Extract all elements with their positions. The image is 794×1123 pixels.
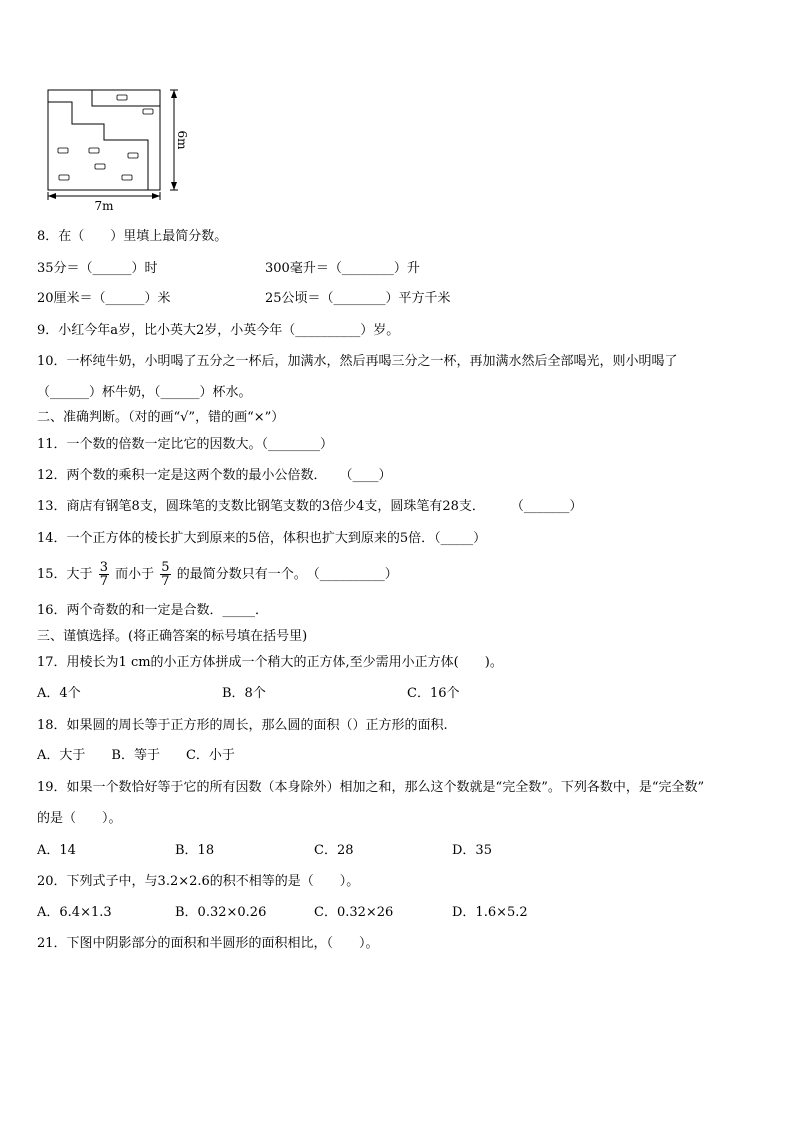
- q15-pre: 15．大于: [37, 567, 93, 582]
- tree-icon: [59, 175, 69, 180]
- q21: 21．下图中阴影部分的面积和半圆形的面积相比，（ ）。: [37, 936, 379, 951]
- width-label: 7m: [94, 199, 114, 213]
- section-2-heading: 二、准确判断。（对的画“√”，错的画“×”）: [37, 410, 285, 425]
- q19-option-a: A．14: [37, 843, 76, 858]
- height-label: 6m: [175, 130, 189, 150]
- q14: 14．一个正方体的棱长扩大到原来的5倍，体积也扩大到原来的5倍．（_____）: [37, 531, 487, 546]
- q12: 12．两个数的乘积一定是这两个数的最小公倍数． （____）: [37, 468, 392, 483]
- q15-mid: 而小于: [115, 567, 155, 582]
- q10-line1: 10．一杯纯牛奶，小明喝了五分之一杯后，加满水，然后再喝三分之一杯，再加满水然后全部喝光，则小明喝了: [37, 354, 678, 369]
- q19-option-d: D．35: [452, 843, 492, 858]
- q17-option-b: B．8个: [222, 686, 266, 701]
- q9: 9．小红今年a岁，比小英大2岁，小英今年（__________）岁。: [37, 323, 400, 338]
- tree-icon: [95, 164, 105, 169]
- q17-option-c: C．16个: [407, 686, 460, 701]
- q19-option-b: B．18: [175, 843, 215, 858]
- step-boundary-upper: [92, 90, 160, 106]
- q8-blank-meters: 20厘米＝（______）米: [37, 291, 171, 306]
- q8-blank-hours: 35分＝（______）时: [37, 261, 158, 276]
- q19-option-c: C．28: [314, 843, 354, 858]
- q8-blank-liters: 300毫升＝（________）升: [265, 261, 420, 276]
- q19-line1: 19．如果一个数恰好等于它的所有因数（本身除外）相加之和，那么这个数就是“完全数”。下列各数中，是“完全数”: [37, 780, 705, 795]
- q19-line2: 的是（ ）。: [37, 811, 122, 826]
- fraction-numerator: 3: [99, 560, 108, 575]
- q10-line2: （______）杯牛奶，（______）杯水。: [37, 385, 252, 400]
- q16: 16．两个奇数的和一定是合数．_____．: [37, 603, 269, 618]
- q20-option-b: B．0.32×0.26: [175, 905, 267, 920]
- q20-stem: 20．下列式子中，与3.2×2.6的积不相等的是（ ）。: [37, 874, 360, 889]
- fraction-denominator: 7: [99, 574, 108, 589]
- q11: 11．一个数的倍数一定比它的因数大。（________）: [37, 437, 334, 452]
- q17-option-a: A．4个: [37, 686, 81, 701]
- tree-icon: [58, 148, 68, 153]
- q17-stem: 17．用棱长为1 cm的小正方体拼成一个稍大的正方体,至少需用小正方体( )。: [37, 655, 503, 670]
- q20-option-a: A．6.4×1.3: [37, 905, 112, 920]
- fraction-five-sevenths: [160, 561, 170, 588]
- tree-icon: [122, 175, 132, 180]
- tree-icon: [89, 148, 99, 153]
- fraction-denominator: 7: [161, 574, 170, 589]
- q18-options: A．大于 B．等于 C．小于: [37, 748, 235, 763]
- step-boundary-lower: [48, 102, 148, 190]
- q13: 13．商店有钢笔8支，圆珠笔的支数比钢笔支数的3倍少4支，圆珠笔有28支． （_______）: [37, 499, 583, 514]
- q8-stem: 8．在（ ）里填上最简分数。: [37, 229, 228, 244]
- q20-option-c: C．0.32×26: [314, 905, 394, 920]
- q20-option-d: D．1.6×5.2: [452, 905, 528, 920]
- section-3-heading: 三、谨慎选择。(将正确答案的标号填在括号里): [37, 629, 308, 644]
- q8-blank-sqkm: 25公顷＝（________）平方千米: [265, 291, 451, 306]
- q15-post: 的最简分数只有一个。 （__________）: [176, 567, 398, 582]
- q18-stem: 18．如果圆的周长等于正方形的周长，那么圆的面积（）正方形的面积.: [37, 718, 448, 733]
- q15: [37, 558, 398, 592]
- tree-icon: [117, 95, 127, 100]
- tree-icon: [128, 153, 138, 158]
- fraction-numerator: 5: [161, 560, 170, 575]
- fraction-three-sevenths: [99, 561, 109, 588]
- plot-figure: [40, 84, 200, 214]
- tree-icon: [143, 109, 153, 114]
